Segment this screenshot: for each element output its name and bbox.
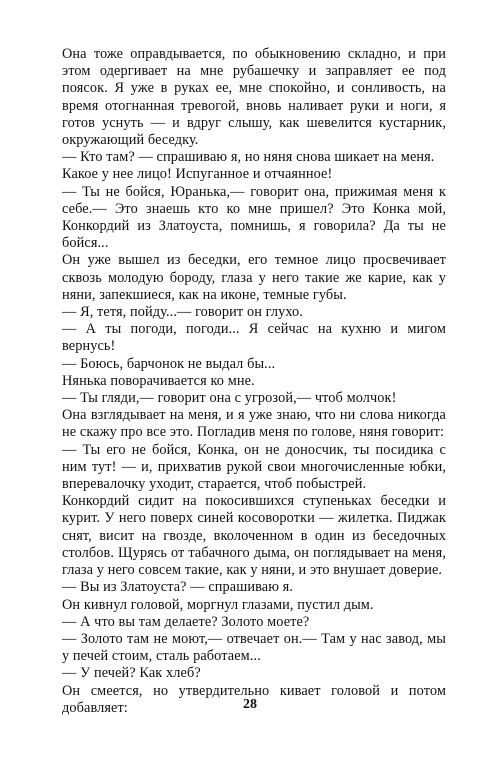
- page-number: 28: [243, 697, 257, 712]
- paragraph-10: — Ты гляди,— говорит она с угрозой,— чтоб молчок!: [62, 390, 397, 407]
- paragraph-19: Он смеется, но утвердительно кивает головой и потом добавляет:: [62, 682, 446, 716]
- paragraph-4: — Ты не бойся, Юранька,— говорит она, прижимая меня к себе.— Это знаешь кто ко мне пришел? Это Конка мой, Конкордий из Златоуста, помнишь, я говорила? Да ты не бойся...: [62, 183, 446, 252]
- paragraph-16: — А что вы там делаете? Золото моете?: [62, 613, 310, 630]
- paragraph-18: — У печей? Как хлеб?: [62, 665, 201, 682]
- page-text: [62, 46, 446, 717]
- paragraph-9: Нянька поворачивается ко мне.: [62, 372, 255, 389]
- paragraph-1: Она тоже оправдывается, по обыкновению складно, и при этом одергивает на мне рубашечку и заправляет ее под поясок. Я уже в руках ее, мне спокойно, и сонливость, на время отогнанная тревогой, вновь наливает руки и ноги, я готов уснуть — и вдруг слышу, как шевелится кустарник, окружающий беседку.: [62, 46, 446, 149]
- paragraph-15: Он кивнул головой, моргнул глазами, пустил дым.: [62, 596, 374, 613]
- paragraph-8: — Боюсь, барчонок не выдал бы...: [62, 355, 276, 372]
- paragraph-14: — Вы из Златоуста? — спрашиваю я.: [62, 579, 294, 596]
- paragraph-6: — Я, тетя, пойду...— говорит он глухо.: [62, 304, 303, 321]
- paragraph-2: — Кто там? — спрашиваю я, но няня снова шикает на меня.: [62, 149, 435, 166]
- paragraph-12: — Ты его не бойся, Конка, он не доносчик, ты посидика с ним тут! — и, прихватив рукой свои многочисленные юбки, вперевалочку уходит, старается, чтоб побыстрей.: [62, 441, 446, 493]
- paragraph-17: — Золото там не моют,— отвечает он.— Там у нас завод, мы у печей стоим, сталь работаем...: [62, 630, 446, 665]
- paragraph-11: Она взглядывает на меня, и я уже знаю, что ни слова никогда не скажу про все это. Погладив меня по голове, няня говорит:: [62, 407, 446, 441]
- paragraph-7: — А ты погоди, погоди... Я сейчас на кухню и мигом вернусь!: [62, 321, 446, 355]
- paragraph-13: Конкордий сидит на покосившихся ступеньках беседки и курит. У него поверх синей косоворотки — жилетка. Пиджак снят, висит на гвозде, вколоченном в один из беседочных столбов. Щурясь от табачного дыма, он поглядывает на меня, глаза у него совсем такие, как у няни, и это внушает доверие.: [62, 493, 446, 579]
- paragraph-3: Какое у нее лицо! Испуганное и отчаянное!: [62, 166, 333, 183]
- paragraph-5: Он уже вышел из беседки, его темное лицо просвечивает сквозь молодую бороду, глаза у него такие же карие, как у няни, запекшиеся, как на иконе, темные губы.: [62, 252, 446, 303]
